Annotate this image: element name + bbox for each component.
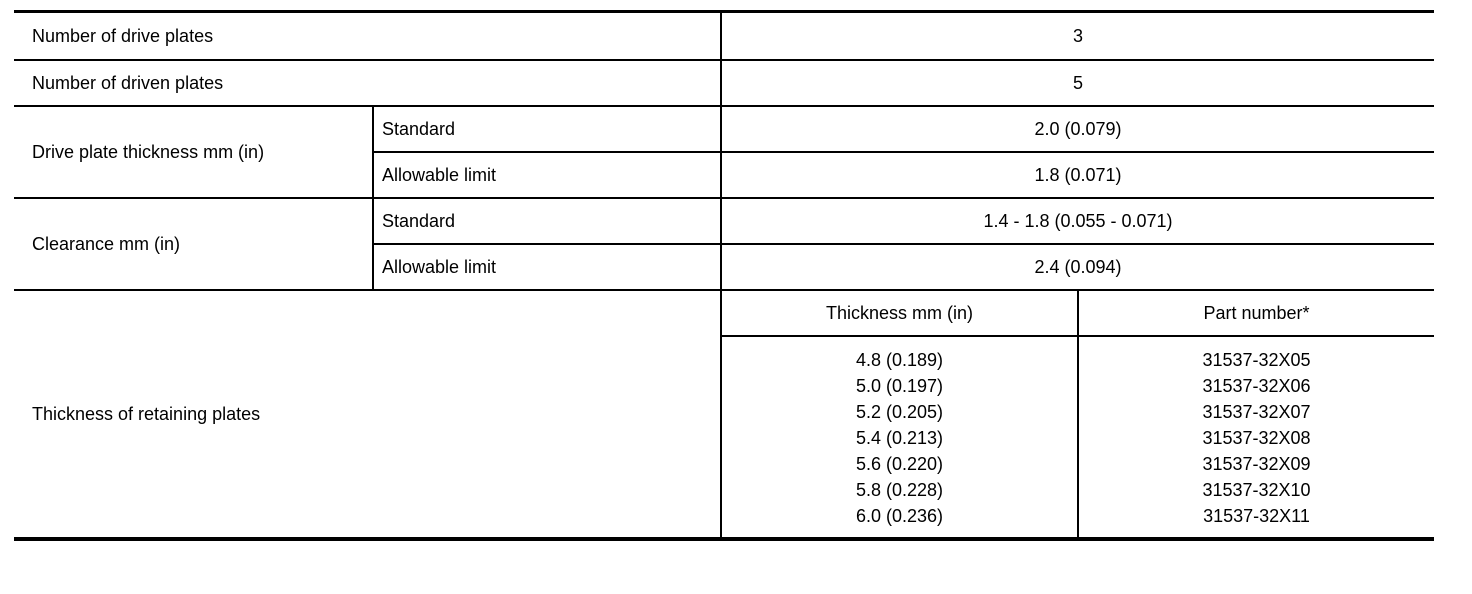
part-number-list <box>1078 336 1434 537</box>
subtable-body-row <box>722 336 1434 537</box>
drive-plate-limit-label: Allowable limit <box>373 152 721 198</box>
list-item: 31537-32X08 <box>1202 428 1311 448</box>
clearance-standard-value: 1.4 - 1.8 (0.055 - 0.071) <box>721 198 1434 244</box>
drive-plate-thickness-label: Drive plate thickness mm (in) <box>14 106 373 198</box>
list-item: 5.8 (0.228) <box>855 480 944 500</box>
list-item: 5.0 (0.197) <box>855 376 944 396</box>
list-item: 5.6 (0.220) <box>855 454 944 474</box>
drive-plates-label: Number of drive plates <box>14 12 721 61</box>
driven-plates-label: Number of driven plates <box>14 60 721 106</box>
drive-plates-value: 3 <box>721 12 1434 61</box>
thickness-list <box>722 336 1078 537</box>
list-item: 31537-32X10 <box>1202 480 1311 500</box>
table-row <box>14 12 1434 61</box>
subtable-header-row <box>722 291 1434 336</box>
specification-table <box>14 10 1434 541</box>
list-item: 6.0 (0.236) <box>855 506 944 526</box>
list-item: 4.8 (0.189) <box>855 350 944 370</box>
drive-plate-standard-label: Standard <box>373 106 721 152</box>
list-item: 31537-32X09 <box>1202 454 1311 474</box>
retaining-plates-subtable <box>722 291 1434 537</box>
clearance-standard-label: Standard <box>373 198 721 244</box>
table-row <box>14 106 1434 152</box>
list-item: 31537-32X05 <box>1202 350 1311 370</box>
drive-plate-limit-value: 1.8 (0.071) <box>721 152 1434 198</box>
table-row <box>14 198 1434 244</box>
list-item: 31537-32X06 <box>1202 376 1311 396</box>
table-row <box>14 60 1434 106</box>
list-item: 5.4 (0.213) <box>855 428 944 448</box>
retaining-plates-subtable-cell <box>721 290 1434 539</box>
clearance-limit-label: Allowable limit <box>373 244 721 290</box>
clearance-label: Clearance mm (in) <box>14 198 373 290</box>
driven-plates-value: 5 <box>721 60 1434 106</box>
list-item: 31537-32X07 <box>1202 402 1311 422</box>
clearance-limit-value: 2.4 (0.094) <box>721 244 1434 290</box>
retaining-plates-label: Thickness of retaining plates <box>14 290 721 539</box>
list-item: 31537-32X11 <box>1203 506 1310 526</box>
drive-plate-standard-value: 2.0 (0.079) <box>721 106 1434 152</box>
list-item: 5.2 (0.205) <box>855 402 944 422</box>
table-row <box>14 290 1434 539</box>
thickness-column-header: Thickness mm (in) <box>722 291 1078 336</box>
part-number-column-header: Part number* <box>1078 291 1434 336</box>
